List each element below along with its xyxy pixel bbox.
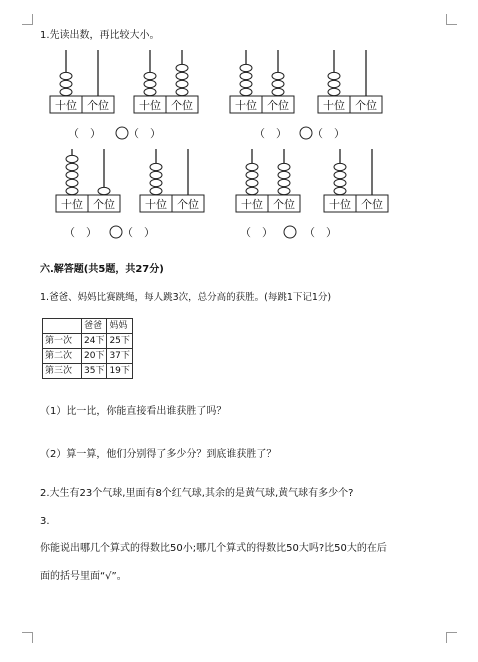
abacus-bead xyxy=(144,80,156,87)
problem2-text: 2.大生有23个气球,里面有8个红气球,其余的是黄气球,黄气球有多少个? xyxy=(40,488,354,499)
problem3-number: 3. xyxy=(40,516,50,527)
abacus-bead xyxy=(150,179,162,186)
answer-blank-open: （ xyxy=(128,127,139,140)
abacus-bead xyxy=(176,80,188,87)
abacus-bead xyxy=(240,64,252,71)
problem3-line2: 面的括号里面“√”。 xyxy=(40,571,127,582)
table-header-cell xyxy=(43,319,82,334)
table-cell: 35下 xyxy=(82,364,107,379)
answer-blank-open: （ xyxy=(254,127,265,140)
tens-place-label: 十位 xyxy=(241,198,263,211)
abacus-bead xyxy=(334,179,346,186)
abacus-bead xyxy=(272,72,284,79)
answer-blank-close: ） xyxy=(150,127,161,140)
section-six-title: 六.解答题(共5题，共27分) xyxy=(40,264,164,275)
abacus-bead xyxy=(246,179,258,186)
abacus-bead xyxy=(60,72,72,79)
abacus-figure xyxy=(0,0,478,250)
tens-place-label: 十位 xyxy=(61,198,83,211)
answer-blank-close: ） xyxy=(326,226,337,239)
abacus-bead xyxy=(66,163,78,170)
abacus-bead xyxy=(272,80,284,87)
compare-circle xyxy=(300,127,312,139)
abacus-bead xyxy=(66,179,78,186)
table-cell: 25下 xyxy=(107,334,132,349)
tens-place-label: 十位 xyxy=(235,99,257,112)
table-header-cell: 爸爸 xyxy=(82,319,107,334)
abacus-bead xyxy=(150,187,162,194)
abacus-bead xyxy=(328,80,340,87)
answer-blank-close: ） xyxy=(276,127,287,140)
q1-title: 1.先读出数，再比较大小。 xyxy=(40,30,160,41)
abacus-bead xyxy=(272,88,284,95)
abacus-bead xyxy=(246,163,258,170)
abacus-bead xyxy=(176,88,188,95)
tens-place-label: 十位 xyxy=(329,198,351,211)
abacus-bead xyxy=(98,187,110,194)
tens-place-label: 十位 xyxy=(145,198,167,211)
table-row xyxy=(43,364,133,379)
problem3-line1: 你能说出哪几个算式的得数比50小;哪几个算式的得数比50大吗?比50大的在后 xyxy=(40,543,387,554)
abacus-bead xyxy=(66,155,78,162)
abacus-bead xyxy=(176,64,188,71)
corner-mark-bottom-right xyxy=(446,632,457,643)
table-cell: 37下 xyxy=(107,349,132,364)
table-cell: 20下 xyxy=(82,349,107,364)
answer-blank-open: （ xyxy=(304,226,315,239)
corner-mark-bottom-left xyxy=(22,632,33,643)
abacus-bead xyxy=(246,187,258,194)
abacus-bead xyxy=(144,72,156,79)
abacus-bead xyxy=(144,88,156,95)
answer-blank-open: （ xyxy=(68,127,79,140)
table-cell: 24下 xyxy=(82,334,107,349)
abacus-bead xyxy=(334,187,346,194)
ones-place-label: 个位 xyxy=(171,99,193,112)
tens-place-label: 十位 xyxy=(139,99,161,112)
table-header-cell: 妈妈 xyxy=(107,319,132,334)
abacus-bead xyxy=(66,187,78,194)
abacus-bead xyxy=(240,72,252,79)
abacus-bead xyxy=(66,171,78,178)
compare-circle xyxy=(116,127,128,139)
problem1-sub1: （1）比一比，你能直接看出谁获胜了吗？ xyxy=(40,406,227,417)
table-header-row xyxy=(43,319,133,334)
answer-blank-close: ） xyxy=(262,226,273,239)
ones-place-label: 个位 xyxy=(273,198,295,211)
answer-blank-open: （ xyxy=(240,226,251,239)
abacus-bead xyxy=(278,163,290,170)
abacus-bead xyxy=(240,88,252,95)
ones-place-label: 个位 xyxy=(87,99,109,112)
abacus-bead xyxy=(278,187,290,194)
table-cell: 第二次 xyxy=(43,349,82,364)
abacus-bead xyxy=(150,163,162,170)
abacus-bead xyxy=(176,72,188,79)
abacus-bead xyxy=(246,171,258,178)
table-cell: 19下 xyxy=(107,364,132,379)
problem1-text: 1.爸爸、妈妈比赛跳绳，每人跳3次，总分高的获胜。(每跳1下记1分) xyxy=(40,292,332,303)
abacus-bead xyxy=(334,163,346,170)
tens-place-label: 十位 xyxy=(323,99,345,112)
tens-place-label: 十位 xyxy=(55,99,77,112)
ones-place-label: 个位 xyxy=(355,99,377,112)
table-row xyxy=(43,349,133,364)
answer-blank-open: （ xyxy=(64,226,75,239)
table-row xyxy=(43,334,133,349)
answer-blank-open: （ xyxy=(312,127,323,140)
answer-blank-close: ） xyxy=(144,226,155,239)
abacus-bead xyxy=(278,171,290,178)
abacus-bead xyxy=(60,88,72,95)
abacus-bead xyxy=(278,179,290,186)
abacus-bead xyxy=(334,171,346,178)
abacus-bead xyxy=(240,80,252,87)
answer-blank-close: ） xyxy=(90,127,101,140)
ones-place-label: 个位 xyxy=(267,99,289,112)
abacus-bead xyxy=(150,171,162,178)
abacus-bead xyxy=(328,88,340,95)
ones-place-label: 个位 xyxy=(361,198,383,211)
abacus-bead xyxy=(328,72,340,79)
problem1-sub2: （2）算一算，他们分别得了多少分？到底谁获胜了？ xyxy=(40,449,277,460)
ones-place-label: 个位 xyxy=(93,198,115,211)
ones-place-label: 个位 xyxy=(177,198,199,211)
answer-blank-close: ） xyxy=(334,127,345,140)
answer-blank-open: （ xyxy=(122,226,133,239)
compare-circle xyxy=(284,226,296,238)
score-table xyxy=(42,318,133,379)
table-cell: 第一次 xyxy=(43,334,82,349)
abacus-bead xyxy=(60,80,72,87)
compare-circle xyxy=(110,226,122,238)
answer-blank-close: ） xyxy=(86,226,97,239)
table-cell: 第三次 xyxy=(43,364,82,379)
